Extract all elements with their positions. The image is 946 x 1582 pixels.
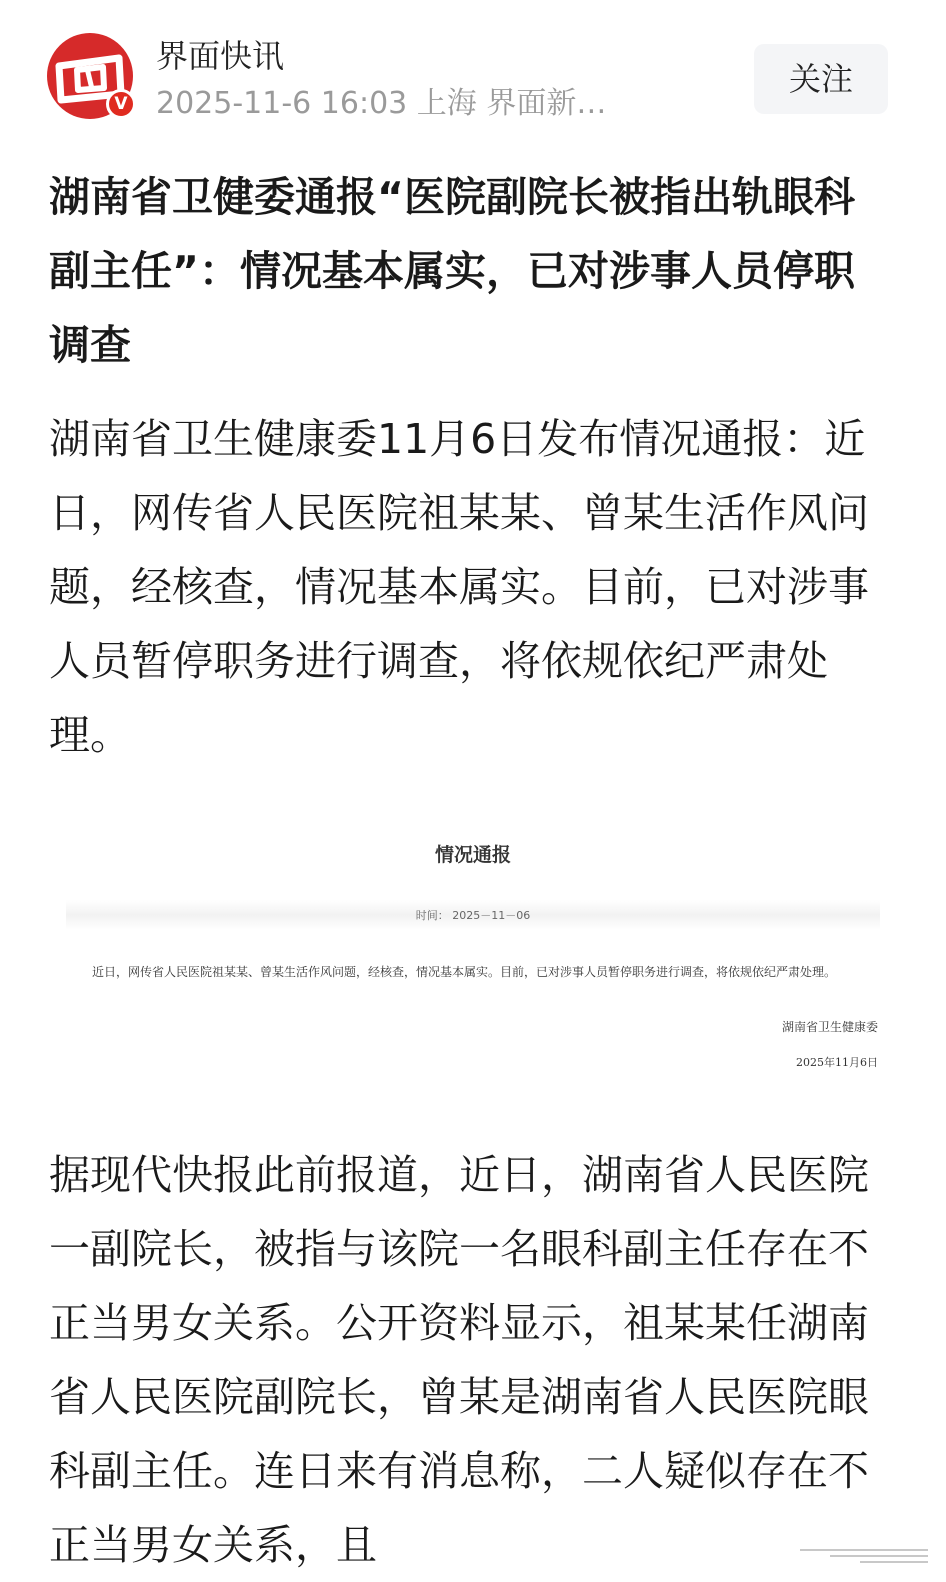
article-header bbox=[0, 0, 946, 140]
publish-meta: 2025-11-6 16:03 上海 界面新… bbox=[156, 86, 607, 121]
article-paragraph-1: 湖南省卫生健康委11月6日发布情况通报：近日，网传省人民医院祖某某、曾某生活作风问题，经核查，情况基本属实。目前，已对涉事人员暂停职务进行调查，将依规依纪严肃处理。 bbox=[49, 415, 869, 759]
article-paragraph-2: 据现代快报此前报道，近日，湖南省人民医院一副院长，被指与该院一名眼科副主任存在不正当男女关系。公开资料显示，祖某某任湖南省人民医院副院长，曾某是湖南省人民医院眼科副主任。连日来有消息称，二人疑似存在不正当男女关系，且 bbox=[49, 1151, 869, 1569]
notice-time: 时间： 2025－11－06 bbox=[415, 909, 531, 922]
follow-button[interactable]: 关注 bbox=[754, 44, 888, 114]
notice-body: 近日，网传省人民医院祖某某、曾某生活作风问题，经核查，情况基本属实。目前，已对涉事人员暂停职务进行调查，将依规依纪严肃处理。 bbox=[92, 965, 837, 979]
notice-issuer: 湖南省卫生健康委 bbox=[781, 1020, 878, 1034]
notice-image[interactable] bbox=[50, 800, 896, 1100]
menu-lines-icon[interactable] bbox=[800, 1546, 930, 1566]
notice-title: 情况通报 bbox=[434, 844, 511, 866]
notice-date: 2025年11月6日 bbox=[796, 1056, 878, 1069]
verified-v-icon: V bbox=[106, 89, 136, 119]
article-headline: 湖南省卫健委通报“医院副院长被指出轨眼科副主任”：情况基本属实，已对涉事人员停职调查 bbox=[49, 173, 855, 369]
source-name[interactable]: 界面快讯 bbox=[156, 37, 285, 75]
